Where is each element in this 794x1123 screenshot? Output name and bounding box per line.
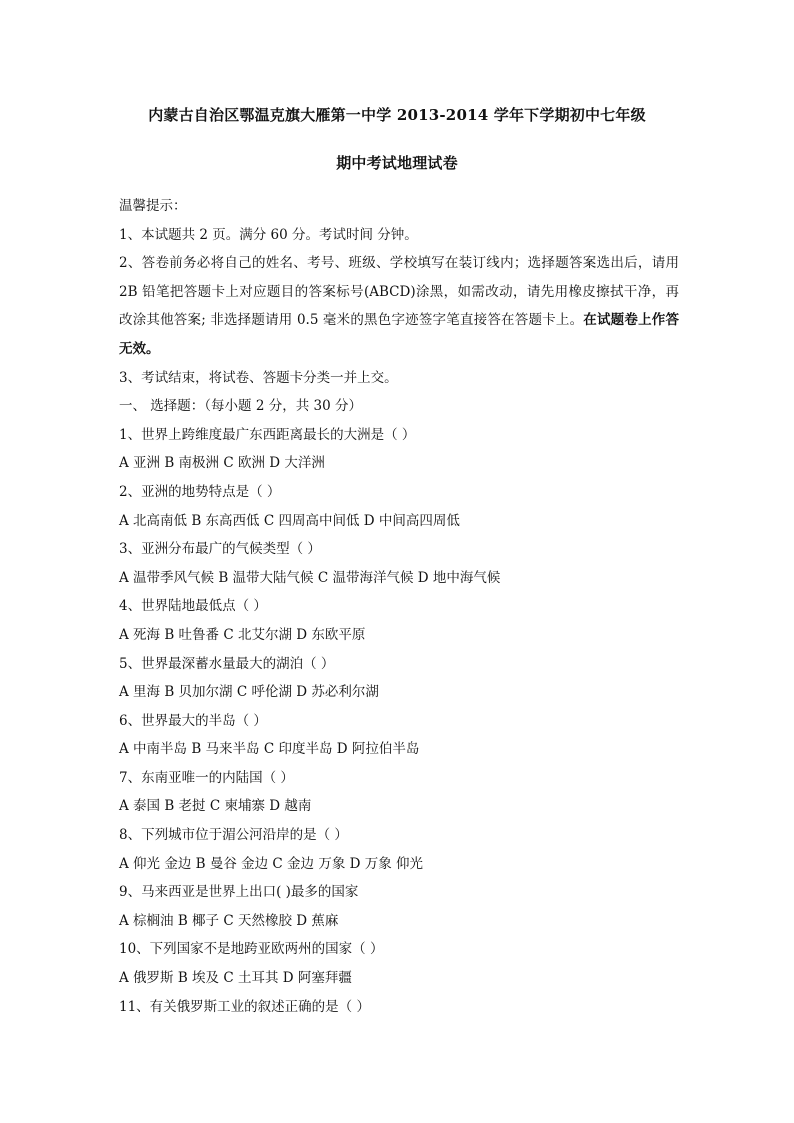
question-3: 3、亚洲分布最广的气候类型（ ） xyxy=(119,541,321,558)
notice-item-2 xyxy=(119,249,679,363)
notice-item-2-text: 2、答卷前务必将自己的姓名、考号、班级、学校填写在装订线内；选择题答案选出后，请用 2B 铅笔把答题卡上对应题目的答案标号(ABCD)涂黑，如需改动，请先用橡皮擦拭干净，再改涂其他答案; 非选择题请用 0.5 毫米的黑色字迹签字笔直接答在答题卡上。 xyxy=(119,255,679,329)
notice-item-1: 1、本试题共 2 页。满分 60 分。考试时间 分钟。 xyxy=(119,226,418,243)
exam-title-line2: 期中考试地理试卷 xyxy=(336,154,458,172)
exam-title-line1: 内蒙古自治区鄂温克旗大雁第一中学 2013-2014 学年下学期初中七年级 xyxy=(148,106,646,124)
question-1: 1、世界上跨维度最广东西距离最长的大洲是（ ） xyxy=(119,426,416,443)
question-2: 2、亚洲的地势特点是（ ） xyxy=(119,483,281,500)
question-4: 4、世界陆地最低点（ ） xyxy=(119,598,267,615)
question-5: 5、世界最深蓄水量最大的湖泊（ ） xyxy=(119,655,335,672)
question-1-options: A 亚洲 B 南极洲 C 欧洲 D 大洋洲 xyxy=(119,455,325,472)
question-6: 6、世界最大的半岛（ ） xyxy=(119,712,267,729)
question-4-options: A 死海 B 吐鲁番 C 北艾尔湖 D 东欧平原 xyxy=(119,626,366,643)
section-1-heading: 一、 选择题：（每小题 2 分，共 30 分） xyxy=(119,398,362,415)
question-8-options: A 仰光 金边 B 曼谷 金边 C 金边 万象 D 万象 仰光 xyxy=(119,855,424,872)
notice-item-2-bold: 在试题卷上作答无效。 xyxy=(119,312,679,357)
question-9-options: A 棕榈油 B 椰子 C 天然橡胶 D 蕉麻 xyxy=(119,912,339,929)
question-2-options: A 北高南低 B 东高西低 C 四周高中间低 D 中间高四周低 xyxy=(119,512,460,529)
question-8: 8、下列城市位于湄公河沿岸的是（ ） xyxy=(119,827,348,844)
question-7-options: A 泰国 B 老挝 C 柬埔寨 D 越南 xyxy=(119,798,312,815)
question-10-options: A 俄罗斯 B 埃及 C 土耳其 D 阿塞拜疆 xyxy=(119,970,352,987)
question-11: 11、有关俄罗斯工业的叙述正确的是（ ） xyxy=(119,998,370,1015)
notice-heading: 温馨提示： xyxy=(119,198,187,214)
question-10: 10、下列国家不是地跨亚欧两州的国家（ ） xyxy=(119,941,384,958)
notice-item-3: 3、考试结束，将试卷、答题卡分类一并上交。 xyxy=(119,369,398,386)
question-9: 9、马来西亚是世界上出口( )最多的国家 xyxy=(119,884,359,901)
question-3-options: A 温带季风气候 B 温带大陆气候 C 温带海洋气候 D 地中海气候 xyxy=(119,569,501,586)
question-5-options: A 里海 B 贝加尔湖 C 呼伦湖 D 苏必利尔湖 xyxy=(119,684,379,701)
exam-body xyxy=(119,192,679,1021)
question-6-options: A 中南半岛 B 马来半岛 C 印度半岛 D 阿拉伯半岛 xyxy=(119,741,420,758)
question-7: 7、东南亚唯一的内陆国（ ） xyxy=(119,769,294,786)
